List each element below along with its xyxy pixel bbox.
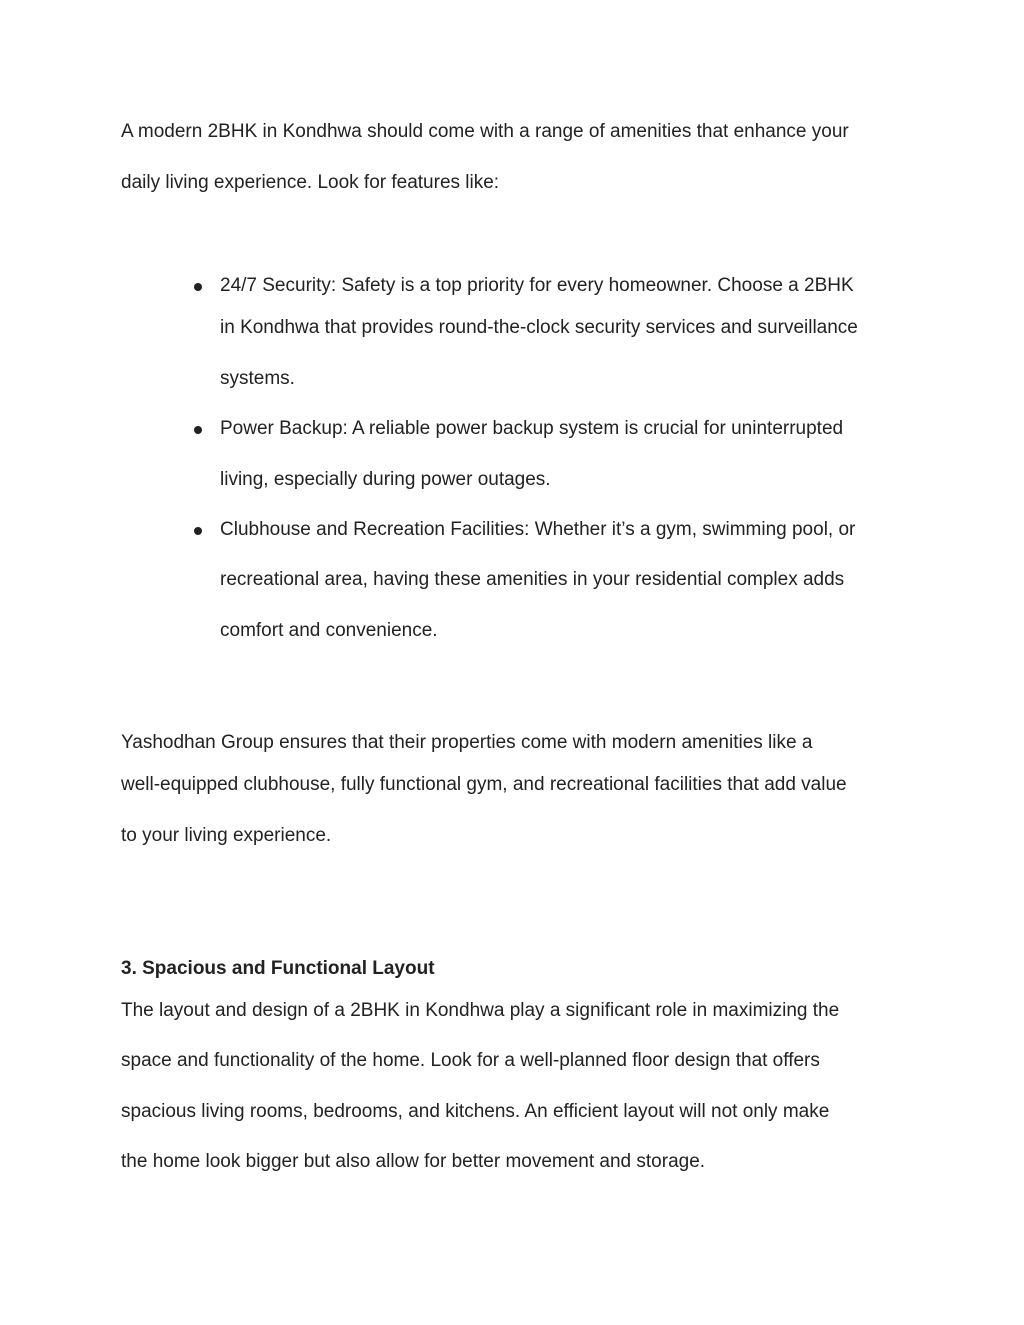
- paragraph-line: spacious living rooms, bedrooms, and kitchens. An efficient layout will not only make: [121, 1101, 830, 1122]
- list-item-line: comfort and convenience.: [220, 620, 438, 641]
- bullet-icon: [194, 527, 202, 535]
- intro-line: A modern 2BHK in Kondhwa should come with a range of amenities that enhance your: [121, 121, 849, 142]
- list-item-line: Power Backup: A reliable power backup system is crucial for uninterrupted: [220, 418, 844, 439]
- paragraph-line: The layout and design of a 2BHK in Kondhwa play a significant role in maximizing the: [121, 1000, 840, 1021]
- list-item-line: in Kondhwa that provides round-the-clock security services and surveillance: [220, 317, 858, 338]
- list-item-line: 24/7 Security: Safety is a top priority for every homeowner. Choose a 2BHK: [220, 275, 854, 296]
- paragraph-line: to your living experience.: [121, 825, 332, 846]
- bullet-icon: [194, 426, 202, 434]
- section-heading: 3. Spacious and Functional Layout: [121, 958, 435, 979]
- paragraph-line: well-equipped clubhouse, fully functional gym, and recreational facilities that add value: [121, 774, 847, 795]
- list-item-line: systems.: [220, 368, 295, 389]
- intro-line: daily living experience. Look for features like:: [121, 172, 500, 193]
- list-item-line: Clubhouse and Recreation Facilities: Whether it’s a gym, swimming pool, or: [220, 519, 856, 540]
- list-item-line: recreational area, having these amenities in your residential complex adds: [220, 569, 845, 590]
- list-item-line: living, especially during power outages.: [220, 469, 551, 490]
- paragraph-line: the home look bigger but also allow for better movement and storage.: [121, 1151, 706, 1172]
- paragraph-line: space and functionality of the home. Look for a well-planned floor design that offers: [121, 1050, 820, 1071]
- bullet-icon: [194, 283, 202, 291]
- paragraph-line: Yashodhan Group ensures that their properties come with modern amenities like a: [121, 732, 813, 753]
